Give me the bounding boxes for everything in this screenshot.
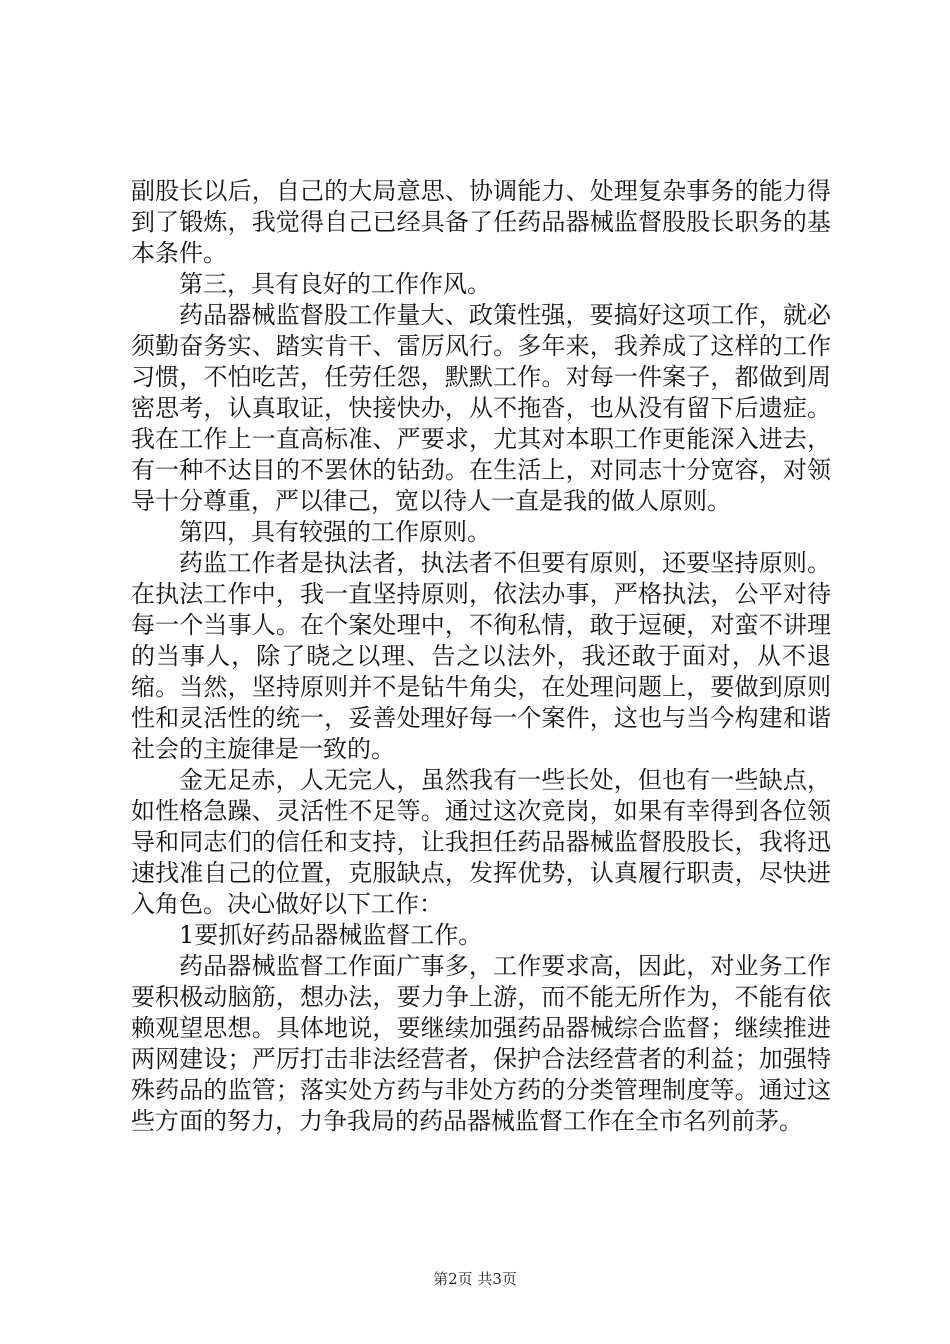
- paragraph-8: 药品器械监督工作面广事多，工作要求高，因此，对业务工作要积极动脑筋，想办法，要力争上游，而不能无所作为，不能有依赖观望思想。具体地说，要继续加强药品器械综合监督；继续推进两网建设；严厉打击非法经营者，保护合法经营者的利益；加强特殊药品的监管；落实处方药与非处方药的分类管理制度等。通过这些方面的努力，力争我局的药品器械监督工作在全市名列前茅。: [131, 952, 831, 1135]
- paragraph-1: 副股长以后，自己的大局意思、协调能力、处理复杂事务的能力得到了锻炼，我觉得自己已经具备了任药品器械监督股股长职务的基本条件。: [131, 177, 831, 267]
- paragraph-5: 药监工作者是执法者，执法者不但要有原则，还要坚持原则。在执法工作中，我一直坚持原则，依法办事，严格执法，公平对待每一个当事人。在个案处理中，不徇私情，敢于逗硬，对蛮不讲理的当事人，除了晓之以理、告之以法外，我还敢于面对，从不退缩。当然，坚持原则并不是钻牛角尖，在处理问题上，要做到原则性和灵活性的统一，妥善处理好每一个案件，这也与当今构建和谐社会的主旋律是一致的。: [131, 549, 831, 763]
- paragraph-6: 金无足赤，人无完人，虽然我有一些长处，但也有一些缺点，如性格急躁、灵活性不足等。通过这次竞岗，如果有幸得到各位领导和同志们的信任和支持，让我担任药品器械监督股股长，我将迅速找准自己的位置，克服缺点，发挥优势，认真履行职责，尽快进入角色。决心做好以下工作：: [131, 766, 831, 918]
- paragraph-3: 药品器械监督股工作量大、政策性强，要搞好这项工作，就必须勤奋务实、踏实肯干、雷厉风行。多年来，我养成了这样的工作习惯，不怕吃苦，任劳任怨，默默工作。对每一件案子，都做到周密思考，认真取证，快接快办，从不拖沓，也从没有留下后遗症。我在工作上一直高标准、严要求，尤其对本职工作更能深入进去，有一种不达目的不罢休的钻劲。在生活上，对同志十分宽容，对领导十分尊重，严以律己，宽以待人一直是我的做人原则。: [131, 301, 831, 515]
- paragraph-7-heading: 1要抓好药品器械监督工作。: [179, 921, 483, 949]
- document-body: [131, 176, 831, 1137]
- page-number-footer: 第2页 共3页: [433, 1270, 517, 1288]
- paragraph-2-heading: 第三，具有良好的工作作风。: [179, 270, 491, 298]
- paragraph-4-heading: 第四，具有较强的工作原则。: [179, 518, 491, 546]
